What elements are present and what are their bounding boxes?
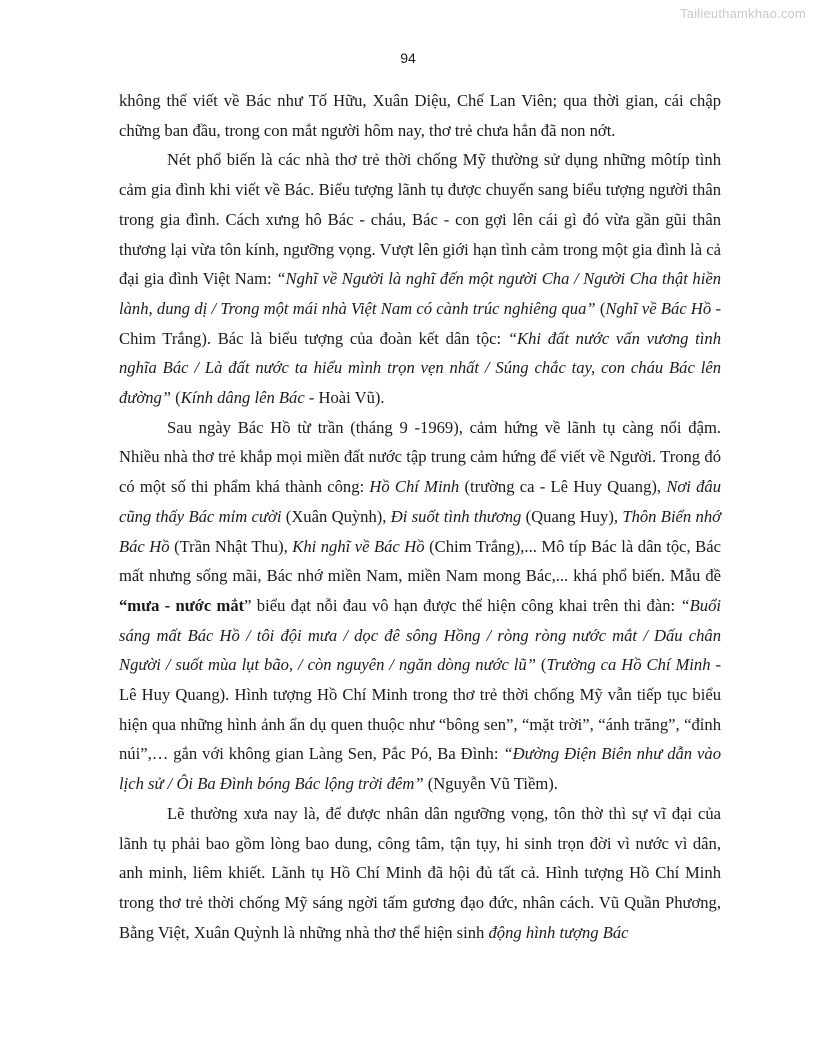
- paragraph-2: [119, 145, 721, 412]
- poem-quote: “Nghĩ về Người là nghĩ đến một người Cha / Người Cha thật hiền lành, dung dị / Trong một mái nhà Việt Nam có cành trúc nghiêng qua”: [119, 269, 721, 318]
- text-run: ” biểu đạt nỗi đau vô hạn được thể hiện công khai trên thi đàn:: [244, 595, 681, 615]
- text-run: (: [595, 298, 606, 318]
- text-run: (Chim Trắng),... Mô típ Bác là dân tộc, Bác mất nhưng sống mãi, Bác nhớ miền Nam, miền Nam mong Bác,... khá phổ biến. Mẫu đề: [119, 536, 721, 586]
- text-run: (Nguyễn Vũ Tiềm).: [423, 774, 558, 794]
- text-run: Nét phổ biến là các nhà thơ trẻ thời chống Mỹ thường sử dụng những môtíp tình cảm gia đình khi viết về Bác. Biểu tượng lãnh tụ được chuyển sang biểu tượng người thân trong gia đình. Cách xưng hô Bác - cháu, Bác - con gợi lên cái gì đó vừa gần gũi thân thương lại vừa tôn kính, ngưỡng vọng. Vượt lên giới hạn tình cảm trong một gia đình là cả đại gia đình Việt Nam:: [119, 150, 721, 289]
- text-run: (: [535, 655, 547, 675]
- watermark: Tailieuthamkhao.com: [680, 6, 806, 21]
- page-number: 94: [400, 50, 416, 66]
- poem-quote: “Đường Điện Biên như dẫn vào lịch sử / Ôi Ba Đình bóng Bác lộng trời đêm”: [119, 744, 721, 794]
- bold-motif: “mưa - nước mắt: [119, 595, 245, 615]
- body-text: [119, 86, 721, 947]
- paragraph-3: [119, 413, 721, 799]
- text-run: - Hoài Vũ).: [304, 388, 385, 408]
- work-title: Hồ Chí Minh: [369, 477, 460, 497]
- work-title: Trường ca Hồ Chí Minh: [546, 655, 711, 675]
- text-run: (: [171, 388, 181, 408]
- paragraph-1: [119, 86, 721, 145]
- work-title: Đi suốt tình thương: [390, 506, 522, 526]
- text-run: Sau ngày Bác Hồ từ trần (tháng 9 -1969), cảm hứng về lãnh tụ càng nổi đậm. Nhiều nhà thơ trẻ khắp mọi miền đất nước tập trung cảm hứng để viết về Người. Trong đó có một số thi phẩm khá thành công:: [119, 417, 721, 497]
- paragraph-4: [119, 799, 721, 948]
- work-title: Thôn Biển nhớ Bác Hồ: [119, 506, 721, 556]
- work-title: Kính dâng lên Bác: [180, 388, 305, 408]
- text-run: - Lê Huy Quang). Hình tượng Hồ Chí Minh trong thơ trẻ thời chống Mỹ vẫn tiếp tục biểu hiện qua những hình ảnh ẩn dụ quen thuộc như “bông sen”, “mặt trời”, “ánh trăng”, “đỉnh núi”,… gắn với không gian Làng Sen, Pắc Pó, Ba Đình:: [119, 655, 721, 764]
- text-run: (Quang Huy),: [521, 506, 623, 526]
- italic-phrase: động hình tượng Bác: [488, 922, 629, 942]
- work-title: Nghĩ về Bác Hồ: [605, 298, 712, 318]
- poem-quote: “Buổi sáng mất Bác Hồ / tôi đội mưa / dọc đê sông Hồng / ròng ròng nước mắt / Dấu chân Người / suốt mùa lụt bão, / còn nguyên / ngăn dòng nước lũ”: [119, 595, 721, 675]
- work-title: Khi nghĩ về Bác Hồ: [292, 536, 425, 556]
- text-run: (trường ca - Lê Huy Quang),: [459, 477, 667, 497]
- work-title: Nơi đâu cũng thấy Bác mỉm cười: [119, 477, 721, 526]
- text-run: (Xuân Quỳnh),: [281, 506, 391, 526]
- text-run: (Trần Nhật Thu),: [169, 536, 293, 556]
- text-run: - Chim Trắng). Bác là biểu tượng của đoàn kết dân tộc:: [119, 298, 721, 348]
- poem-quote: “Khi đất nước vấn vương tình nghĩa Bác / Là đất nước ta hiểu mình trọn vẹn nhất / Súng chắc tay, con cháu Bác lên đường”: [119, 328, 721, 408]
- text-run: không thể viết về Bác như Tố Hữu, Xuân Diệu, Chế Lan Viên; qua thời gian, cái chập chững ban đầu, trong con mắt người hôm nay, thơ trẻ chưa hẳn đã non nớt.: [119, 91, 721, 140]
- text-run: Lẽ thường xưa nay là, để được nhân dân ngưỡng vọng, tôn thờ thì sự vĩ đại của lãnh tụ phải bao gồm lòng bao dung, công tâm, tận tụy, hi sinh trọn đời vì nước vì dân, anh minh, liêm khiết. Lãnh tụ Hồ Chí Minh đã hội đủ tất cả. Hình tượng Hồ Chí Minh trong thơ trẻ thời chống Mỹ sáng ngời tấm gương đạo đức, nhân cách. Vũ Quần Phương, Bằng Việt, Xuân Quỳnh là những nhà thơ thể hiện sinh: [119, 803, 721, 942]
